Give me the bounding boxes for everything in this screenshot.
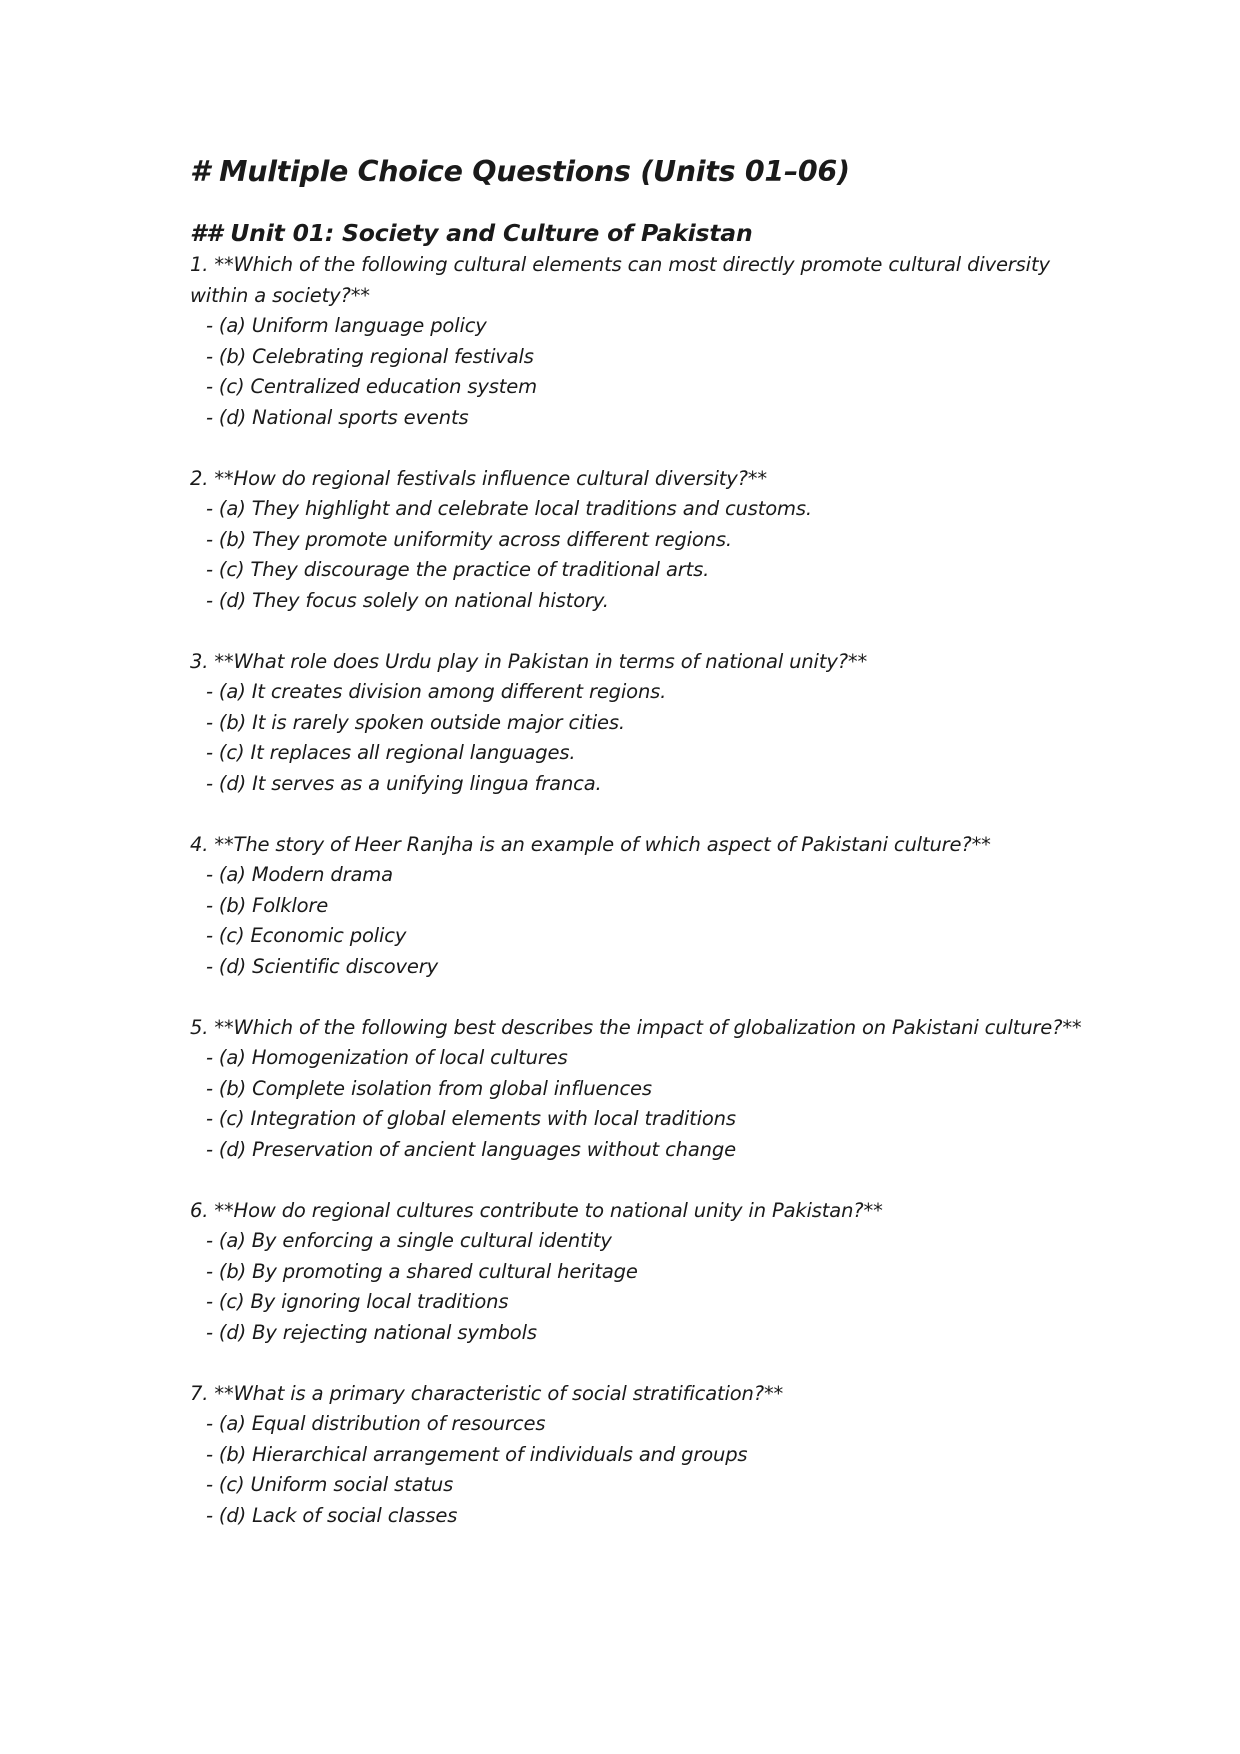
option-item: - (c) It replaces all regional languages.	[206, 741, 576, 764]
option-item: - (a) Equal distribution of resources	[206, 1412, 546, 1435]
question-text: 2. **How do regional festivals influence cultural diversity?**	[190, 466, 768, 490]
option-item: - (b) Folklore	[206, 893, 329, 917]
unit-heading: ## Unit 01: Society and Culture of Pakistan	[190, 219, 753, 247]
question-item	[190, 1013, 1090, 1166]
question-item	[190, 1196, 1090, 1349]
option-item: - (c) Economic policy	[206, 924, 407, 947]
option-item: - (b) Hierarchical arrangement of individuals and groups	[206, 1442, 748, 1466]
option-item: - (d) Lack of social classes	[206, 1503, 458, 1527]
option-item: - (d) National sports events	[206, 405, 469, 429]
document-title: # Multiple Choice Questions (Units 01–06)	[190, 155, 850, 188]
question-text: 3. **What role does Urdu play in Pakistan in terms of national unity?**	[190, 649, 868, 673]
option-item: - (d) They focus solely on national history.	[206, 588, 609, 612]
question-item	[190, 647, 1090, 800]
question-item	[190, 464, 1090, 617]
option-list	[190, 677, 1090, 799]
option-item: - (c) Integration of global elements with local traditions	[206, 1107, 736, 1130]
option-item: - (b) It is rarely spoken outside major cities.	[206, 710, 625, 734]
option-item: - (c) By ignoring local traditions	[206, 1290, 509, 1313]
question-text: 5. **Which of the following best describes the impact of globalization on Pakistani culture?**	[190, 1015, 1082, 1039]
question-text: 7. **What is a primary characteristic of social stratification?**	[190, 1381, 784, 1405]
option-item: - (a) Homogenization of local cultures	[206, 1046, 568, 1069]
option-item: - (a) By enforcing a single cultural identity	[206, 1229, 612, 1252]
question-text: 1. **Which of the following cultural elements can most directly promote cultural diversity within a society?**	[190, 253, 1050, 307]
option-item: - (b) Celebrating regional festivals	[206, 344, 534, 368]
option-item: - (d) By rejecting national symbols	[206, 1320, 537, 1344]
option-item: - (d) Scientific discovery	[206, 954, 438, 978]
question-item	[190, 1379, 1090, 1532]
option-item: - (b) By promoting a shared cultural heritage	[206, 1259, 638, 1283]
option-item: - (a) Uniform language policy	[206, 314, 487, 337]
option-item: - (a) They highlight and celebrate local traditions and customs.	[206, 497, 812, 520]
option-item: - (c) Centralized education system	[206, 375, 537, 398]
option-item: - (b) They promote uniformity across different regions.	[206, 527, 732, 551]
question-text: 4. **The story of Heer Ranjha is an example of which aspect of Pakistani culture?**	[190, 832, 991, 856]
option-list	[190, 311, 1090, 433]
option-item: - (a) It creates division among different regions.	[206, 680, 667, 703]
question-text: 6. **How do regional cultures contribute to national unity in Pakistan?**	[190, 1198, 883, 1222]
option-item: - (a) Modern drama	[206, 863, 393, 886]
option-item: - (d) Preservation of ancient languages without change	[206, 1137, 736, 1161]
option-list	[190, 1409, 1090, 1531]
option-list	[190, 860, 1090, 982]
option-item: - (b) Complete isolation from global influences	[206, 1076, 652, 1100]
document-content	[190, 152, 1090, 1562]
option-list	[190, 1043, 1090, 1165]
option-list	[190, 494, 1090, 616]
option-list	[190, 1226, 1090, 1348]
question-item	[190, 830, 1090, 983]
option-item: - (d) It serves as a unifying lingua franca.	[206, 771, 602, 795]
option-item: - (c) Uniform social status	[206, 1473, 454, 1496]
option-item: - (c) They discourage the practice of traditional arts.	[206, 558, 710, 581]
question-item	[190, 250, 1090, 433]
